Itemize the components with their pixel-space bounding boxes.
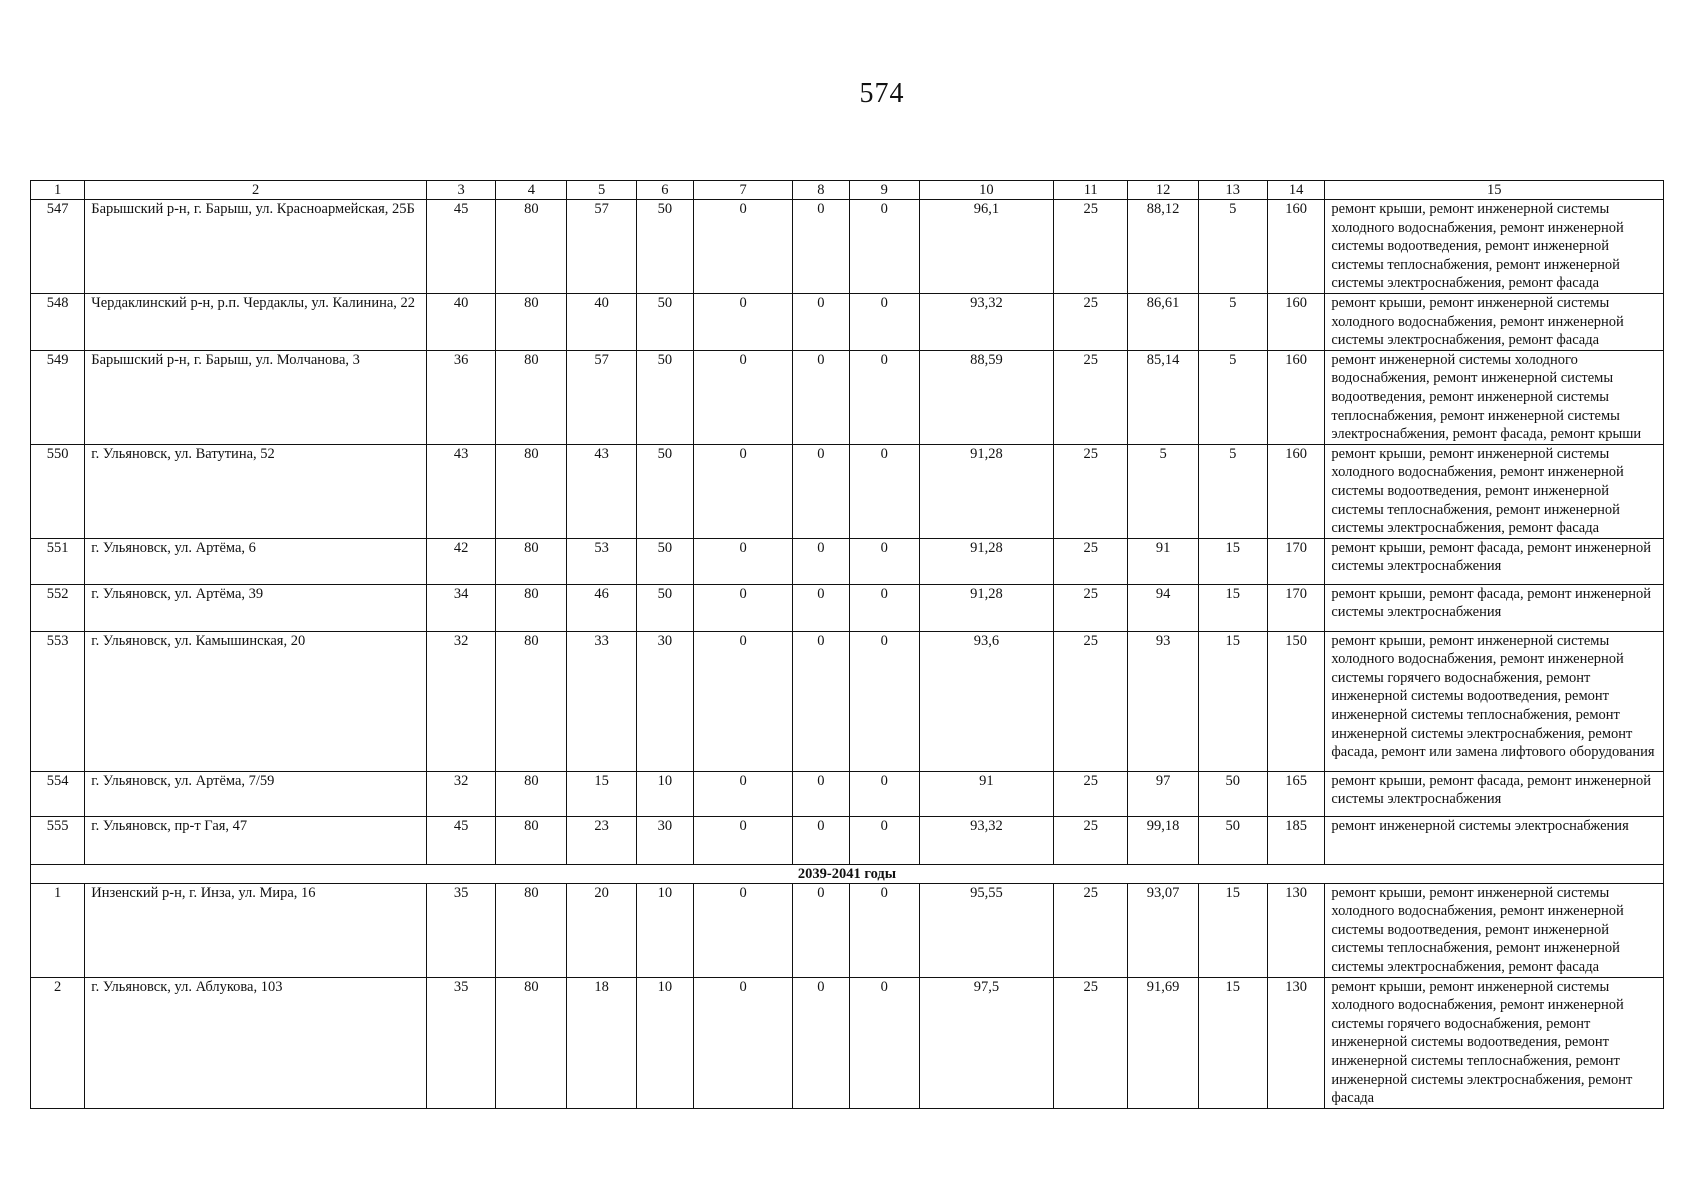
column-number-8: 8: [793, 181, 849, 200]
value-cell-c4: 80: [496, 771, 567, 816]
value-cell-c14: 160: [1267, 293, 1324, 350]
value-cell-c10: 96,1: [919, 200, 1053, 294]
value-cell-c8: 0: [793, 977, 849, 1108]
column-number-13: 13: [1198, 181, 1267, 200]
value-cell-c7: 0: [694, 293, 793, 350]
value-cell-c10: 93,32: [919, 293, 1053, 350]
address-cell: Барышский р-н, г. Барыш, ул. Красноармейская, 25Б: [85, 200, 427, 294]
value-cell-c13: 5: [1198, 444, 1267, 538]
value-cell-c8: 0: [793, 538, 849, 584]
value-cell-c4: 80: [496, 444, 567, 538]
register-sheet: [30, 180, 1664, 1109]
value-cell-c6: 10: [636, 771, 693, 816]
value-cell-c9: 0: [849, 771, 919, 816]
value-cell-c3: 35: [426, 883, 495, 977]
value-cell-c11: 25: [1053, 444, 1128, 538]
row-number: 2: [31, 977, 85, 1108]
address-cell: Барышский р-н, г. Барыш, ул. Молчанова, 3: [85, 350, 427, 444]
column-number-14: 14: [1267, 181, 1324, 200]
value-cell-c8: 0: [793, 350, 849, 444]
register-body: [31, 181, 1664, 1109]
value-cell-c13: 5: [1198, 200, 1267, 294]
value-cell-c4: 80: [496, 293, 567, 350]
value-cell-c11: 25: [1053, 816, 1128, 864]
value-cell-c8: 0: [793, 293, 849, 350]
table-row: [31, 584, 1664, 631]
value-cell-c4: 80: [496, 538, 567, 584]
value-cell-c10: 95,55: [919, 883, 1053, 977]
address-cell: г. Ульяновск, ул. Ватутина, 52: [85, 444, 427, 538]
value-cell-c14: 170: [1267, 584, 1324, 631]
value-cell-c13: 5: [1198, 293, 1267, 350]
table-row: [31, 816, 1664, 864]
value-cell-c5: 18: [567, 977, 636, 1108]
table-row: [31, 883, 1664, 977]
value-cell-c4: 80: [496, 350, 567, 444]
row-number: 548: [31, 293, 85, 350]
table-row: [31, 350, 1664, 444]
value-cell-c12: 91: [1128, 538, 1198, 584]
value-cell-c5: 33: [567, 631, 636, 771]
value-cell-c6: 50: [636, 444, 693, 538]
value-cell-c11: 25: [1053, 584, 1128, 631]
section-title: 2039-2041 годы: [31, 864, 1664, 883]
value-cell-c6: 50: [636, 538, 693, 584]
table-row: [31, 444, 1664, 538]
value-cell-c7: 0: [694, 350, 793, 444]
value-cell-c11: 25: [1053, 350, 1128, 444]
address-cell: г. Ульяновск, ул. Аблукова, 103: [85, 977, 427, 1108]
value-cell-c11: 25: [1053, 538, 1128, 584]
value-cell-c9: 0: [849, 883, 919, 977]
works-cell: ремонт крыши, ремонт инженерной системы холодного водоснабжения, ремонт инженерной системы водоотведения, ремонт инженерной системы теплоснабжения, ремонт инженерной системы электроснабжения, ремонт фасада: [1325, 200, 1664, 294]
value-cell-c7: 0: [694, 631, 793, 771]
table-row: [31, 631, 1664, 771]
value-cell-c7: 0: [694, 883, 793, 977]
address-cell: Инзенский р-н, г. Инза, ул. Мира, 16: [85, 883, 427, 977]
value-cell-c3: 35: [426, 977, 495, 1108]
value-cell-c14: 165: [1267, 771, 1324, 816]
address-cell: г. Ульяновск, ул. Артёма, 7/59: [85, 771, 427, 816]
works-cell: ремонт инженерной системы электроснабжения: [1325, 816, 1664, 864]
row-number: 553: [31, 631, 85, 771]
value-cell-c9: 0: [849, 977, 919, 1108]
table-row: [31, 538, 1664, 584]
repair-register-table: [30, 180, 1664, 1109]
value-cell-c13: 15: [1198, 538, 1267, 584]
value-cell-c12: 85,14: [1128, 350, 1198, 444]
row-number: 554: [31, 771, 85, 816]
value-cell-c3: 45: [426, 200, 495, 294]
row-number: 549: [31, 350, 85, 444]
value-cell-c13: 5: [1198, 350, 1267, 444]
works-cell: ремонт крыши, ремонт инженерной системы холодного водоснабжения, ремонт инженерной системы электроснабжения, ремонт фасада: [1325, 293, 1664, 350]
table-row: [31, 200, 1664, 294]
value-cell-c8: 0: [793, 444, 849, 538]
value-cell-c9: 0: [849, 200, 919, 294]
value-cell-c6: 30: [636, 631, 693, 771]
value-cell-c6: 10: [636, 883, 693, 977]
value-cell-c9: 0: [849, 816, 919, 864]
value-cell-c6: 10: [636, 977, 693, 1108]
value-cell-c10: 93,6: [919, 631, 1053, 771]
works-cell: ремонт крыши, ремонт инженерной системы холодного водоснабжения, ремонт инженерной системы горячего водоснабжения, ремонт инженерной системы водоотведения, ремонт инженерной системы теплоснабжения, ремонт инженерной системы электроснабжения, ремонт фасада, ремонт или замена лифтового оборудования: [1325, 631, 1664, 771]
value-cell-c10: 91: [919, 771, 1053, 816]
value-cell-c7: 0: [694, 977, 793, 1108]
page-number: 574: [859, 78, 905, 109]
value-cell-c11: 25: [1053, 200, 1128, 294]
table-row: [31, 293, 1664, 350]
value-cell-c4: 80: [496, 816, 567, 864]
column-number-5: 5: [567, 181, 636, 200]
row-number: 1: [31, 883, 85, 977]
value-cell-c14: 160: [1267, 350, 1324, 444]
value-cell-c10: 93,32: [919, 816, 1053, 864]
value-cell-c5: 23: [567, 816, 636, 864]
value-cell-c8: 0: [793, 631, 849, 771]
row-number: 547: [31, 200, 85, 294]
value-cell-c7: 0: [694, 444, 793, 538]
value-cell-c5: 57: [567, 200, 636, 294]
value-cell-c4: 80: [496, 631, 567, 771]
value-cell-c12: 97: [1128, 771, 1198, 816]
address-cell: г. Ульяновск, ул. Артёма, 39: [85, 584, 427, 631]
value-cell-c13: 15: [1198, 631, 1267, 771]
value-cell-c12: 93,07: [1128, 883, 1198, 977]
value-cell-c3: 40: [426, 293, 495, 350]
value-cell-c5: 57: [567, 350, 636, 444]
column-number-7: 7: [694, 181, 793, 200]
row-number: 550: [31, 444, 85, 538]
value-cell-c5: 20: [567, 883, 636, 977]
value-cell-c9: 0: [849, 293, 919, 350]
value-cell-c4: 80: [496, 584, 567, 631]
value-cell-c14: 160: [1267, 200, 1324, 294]
value-cell-c5: 46: [567, 584, 636, 631]
value-cell-c13: 15: [1198, 883, 1267, 977]
value-cell-c12: 94: [1128, 584, 1198, 631]
value-cell-c6: 30: [636, 816, 693, 864]
value-cell-c9: 0: [849, 350, 919, 444]
column-number-10: 10: [919, 181, 1053, 200]
works-cell: ремонт крыши, ремонт инженерной системы холодного водоснабжения, ремонт инженерной системы горячего водоснабжения, ремонт инженерной системы водоотведения, ремонт инженерной системы теплоснабжения, ремонт инженерной системы электроснабжения, ремонт фасада: [1325, 977, 1664, 1108]
column-number-9: 9: [849, 181, 919, 200]
value-cell-c11: 25: [1053, 631, 1128, 771]
works-cell: ремонт крыши, ремонт инженерной системы холодного водоснабжения, ремонт инженерной системы водоотведения, ремонт инженерной системы теплоснабжения, ремонт инженерной системы электроснабжения, ремонт фасада: [1325, 883, 1664, 977]
column-number-6: 6: [636, 181, 693, 200]
row-number: 551: [31, 538, 85, 584]
works-cell: ремонт крыши, ремонт фасада, ремонт инженерной системы электроснабжения: [1325, 538, 1664, 584]
value-cell-c7: 0: [694, 538, 793, 584]
works-cell: ремонт крыши, ремонт фасада, ремонт инженерной системы электроснабжения: [1325, 771, 1664, 816]
value-cell-c5: 53: [567, 538, 636, 584]
address-cell: г. Ульяновск, ул. Камышинская, 20: [85, 631, 427, 771]
value-cell-c11: 25: [1053, 771, 1128, 816]
value-cell-c6: 50: [636, 350, 693, 444]
value-cell-c10: 91,28: [919, 584, 1053, 631]
section-row: [31, 864, 1664, 883]
value-cell-c9: 0: [849, 444, 919, 538]
column-number-1: 1: [31, 181, 85, 200]
value-cell-c3: 42: [426, 538, 495, 584]
value-cell-c13: 50: [1198, 816, 1267, 864]
value-cell-c5: 40: [567, 293, 636, 350]
value-cell-c12: 86,61: [1128, 293, 1198, 350]
column-number-11: 11: [1053, 181, 1128, 200]
row-number: 555: [31, 816, 85, 864]
works-cell: ремонт крыши, ремонт инженерной системы холодного водоснабжения, ремонт инженерной системы водоотведения, ремонт инженерной системы теплоснабжения, ремонт инженерной системы электроснабжения, ремонт фасада: [1325, 444, 1664, 538]
value-cell-c3: 34: [426, 584, 495, 631]
value-cell-c13: 15: [1198, 584, 1267, 631]
row-number: 552: [31, 584, 85, 631]
value-cell-c10: 88,59: [919, 350, 1053, 444]
value-cell-c4: 80: [496, 883, 567, 977]
works-cell: ремонт крыши, ремонт фасада, ремонт инженерной системы электроснабжения: [1325, 584, 1664, 631]
value-cell-c6: 50: [636, 200, 693, 294]
value-cell-c12: 99,18: [1128, 816, 1198, 864]
value-cell-c14: 130: [1267, 977, 1324, 1108]
table-row: [31, 771, 1664, 816]
value-cell-c10: 97,5: [919, 977, 1053, 1108]
value-cell-c12: 5: [1128, 444, 1198, 538]
value-cell-c7: 0: [694, 771, 793, 816]
value-cell-c7: 0: [694, 584, 793, 631]
value-cell-c12: 88,12: [1128, 200, 1198, 294]
value-cell-c8: 0: [793, 584, 849, 631]
value-cell-c14: 170: [1267, 538, 1324, 584]
value-cell-c10: 91,28: [919, 444, 1053, 538]
table-row: [31, 977, 1664, 1108]
value-cell-c8: 0: [793, 200, 849, 294]
value-cell-c9: 0: [849, 538, 919, 584]
value-cell-c8: 0: [793, 816, 849, 864]
value-cell-c5: 43: [567, 444, 636, 538]
value-cell-c9: 0: [849, 631, 919, 771]
value-cell-c3: 32: [426, 771, 495, 816]
value-cell-c6: 50: [636, 584, 693, 631]
column-number-4: 4: [496, 181, 567, 200]
value-cell-c14: 160: [1267, 444, 1324, 538]
address-cell: г. Ульяновск, ул. Артёма, 6: [85, 538, 427, 584]
value-cell-c5: 15: [567, 771, 636, 816]
value-cell-c10: 91,28: [919, 538, 1053, 584]
value-cell-c4: 80: [496, 200, 567, 294]
value-cell-c11: 25: [1053, 883, 1128, 977]
value-cell-c11: 25: [1053, 977, 1128, 1108]
value-cell-c14: 185: [1267, 816, 1324, 864]
value-cell-c8: 0: [793, 883, 849, 977]
column-number-12: 12: [1128, 181, 1198, 200]
works-cell: ремонт инженерной системы холодного водоснабжения, ремонт инженерной системы водоотведения, ремонт инженерной системы теплоснабжения, ремонт инженерной системы электроснабжения, ремонт фасада, ремонт крыши: [1325, 350, 1664, 444]
column-number-15: 15: [1325, 181, 1664, 200]
value-cell-c12: 91,69: [1128, 977, 1198, 1108]
value-cell-c9: 0: [849, 584, 919, 631]
value-cell-c6: 50: [636, 293, 693, 350]
value-cell-c3: 45: [426, 816, 495, 864]
value-cell-c13: 50: [1198, 771, 1267, 816]
value-cell-c3: 36: [426, 350, 495, 444]
value-cell-c3: 32: [426, 631, 495, 771]
value-cell-c7: 0: [694, 200, 793, 294]
address-cell: г. Ульяновск, пр-т Гая, 47: [85, 816, 427, 864]
value-cell-c3: 43: [426, 444, 495, 538]
value-cell-c12: 93: [1128, 631, 1198, 771]
address-cell: Чердаклинский р-н, р.п. Чердаклы, ул. Калинина, 22: [85, 293, 427, 350]
value-cell-c7: 0: [694, 816, 793, 864]
value-cell-c11: 25: [1053, 293, 1128, 350]
column-number-2: 2: [85, 181, 427, 200]
column-number-row: [31, 181, 1664, 200]
value-cell-c4: 80: [496, 977, 567, 1108]
value-cell-c8: 0: [793, 771, 849, 816]
column-number-3: 3: [426, 181, 495, 200]
value-cell-c14: 150: [1267, 631, 1324, 771]
value-cell-c14: 130: [1267, 883, 1324, 977]
value-cell-c13: 15: [1198, 977, 1267, 1108]
